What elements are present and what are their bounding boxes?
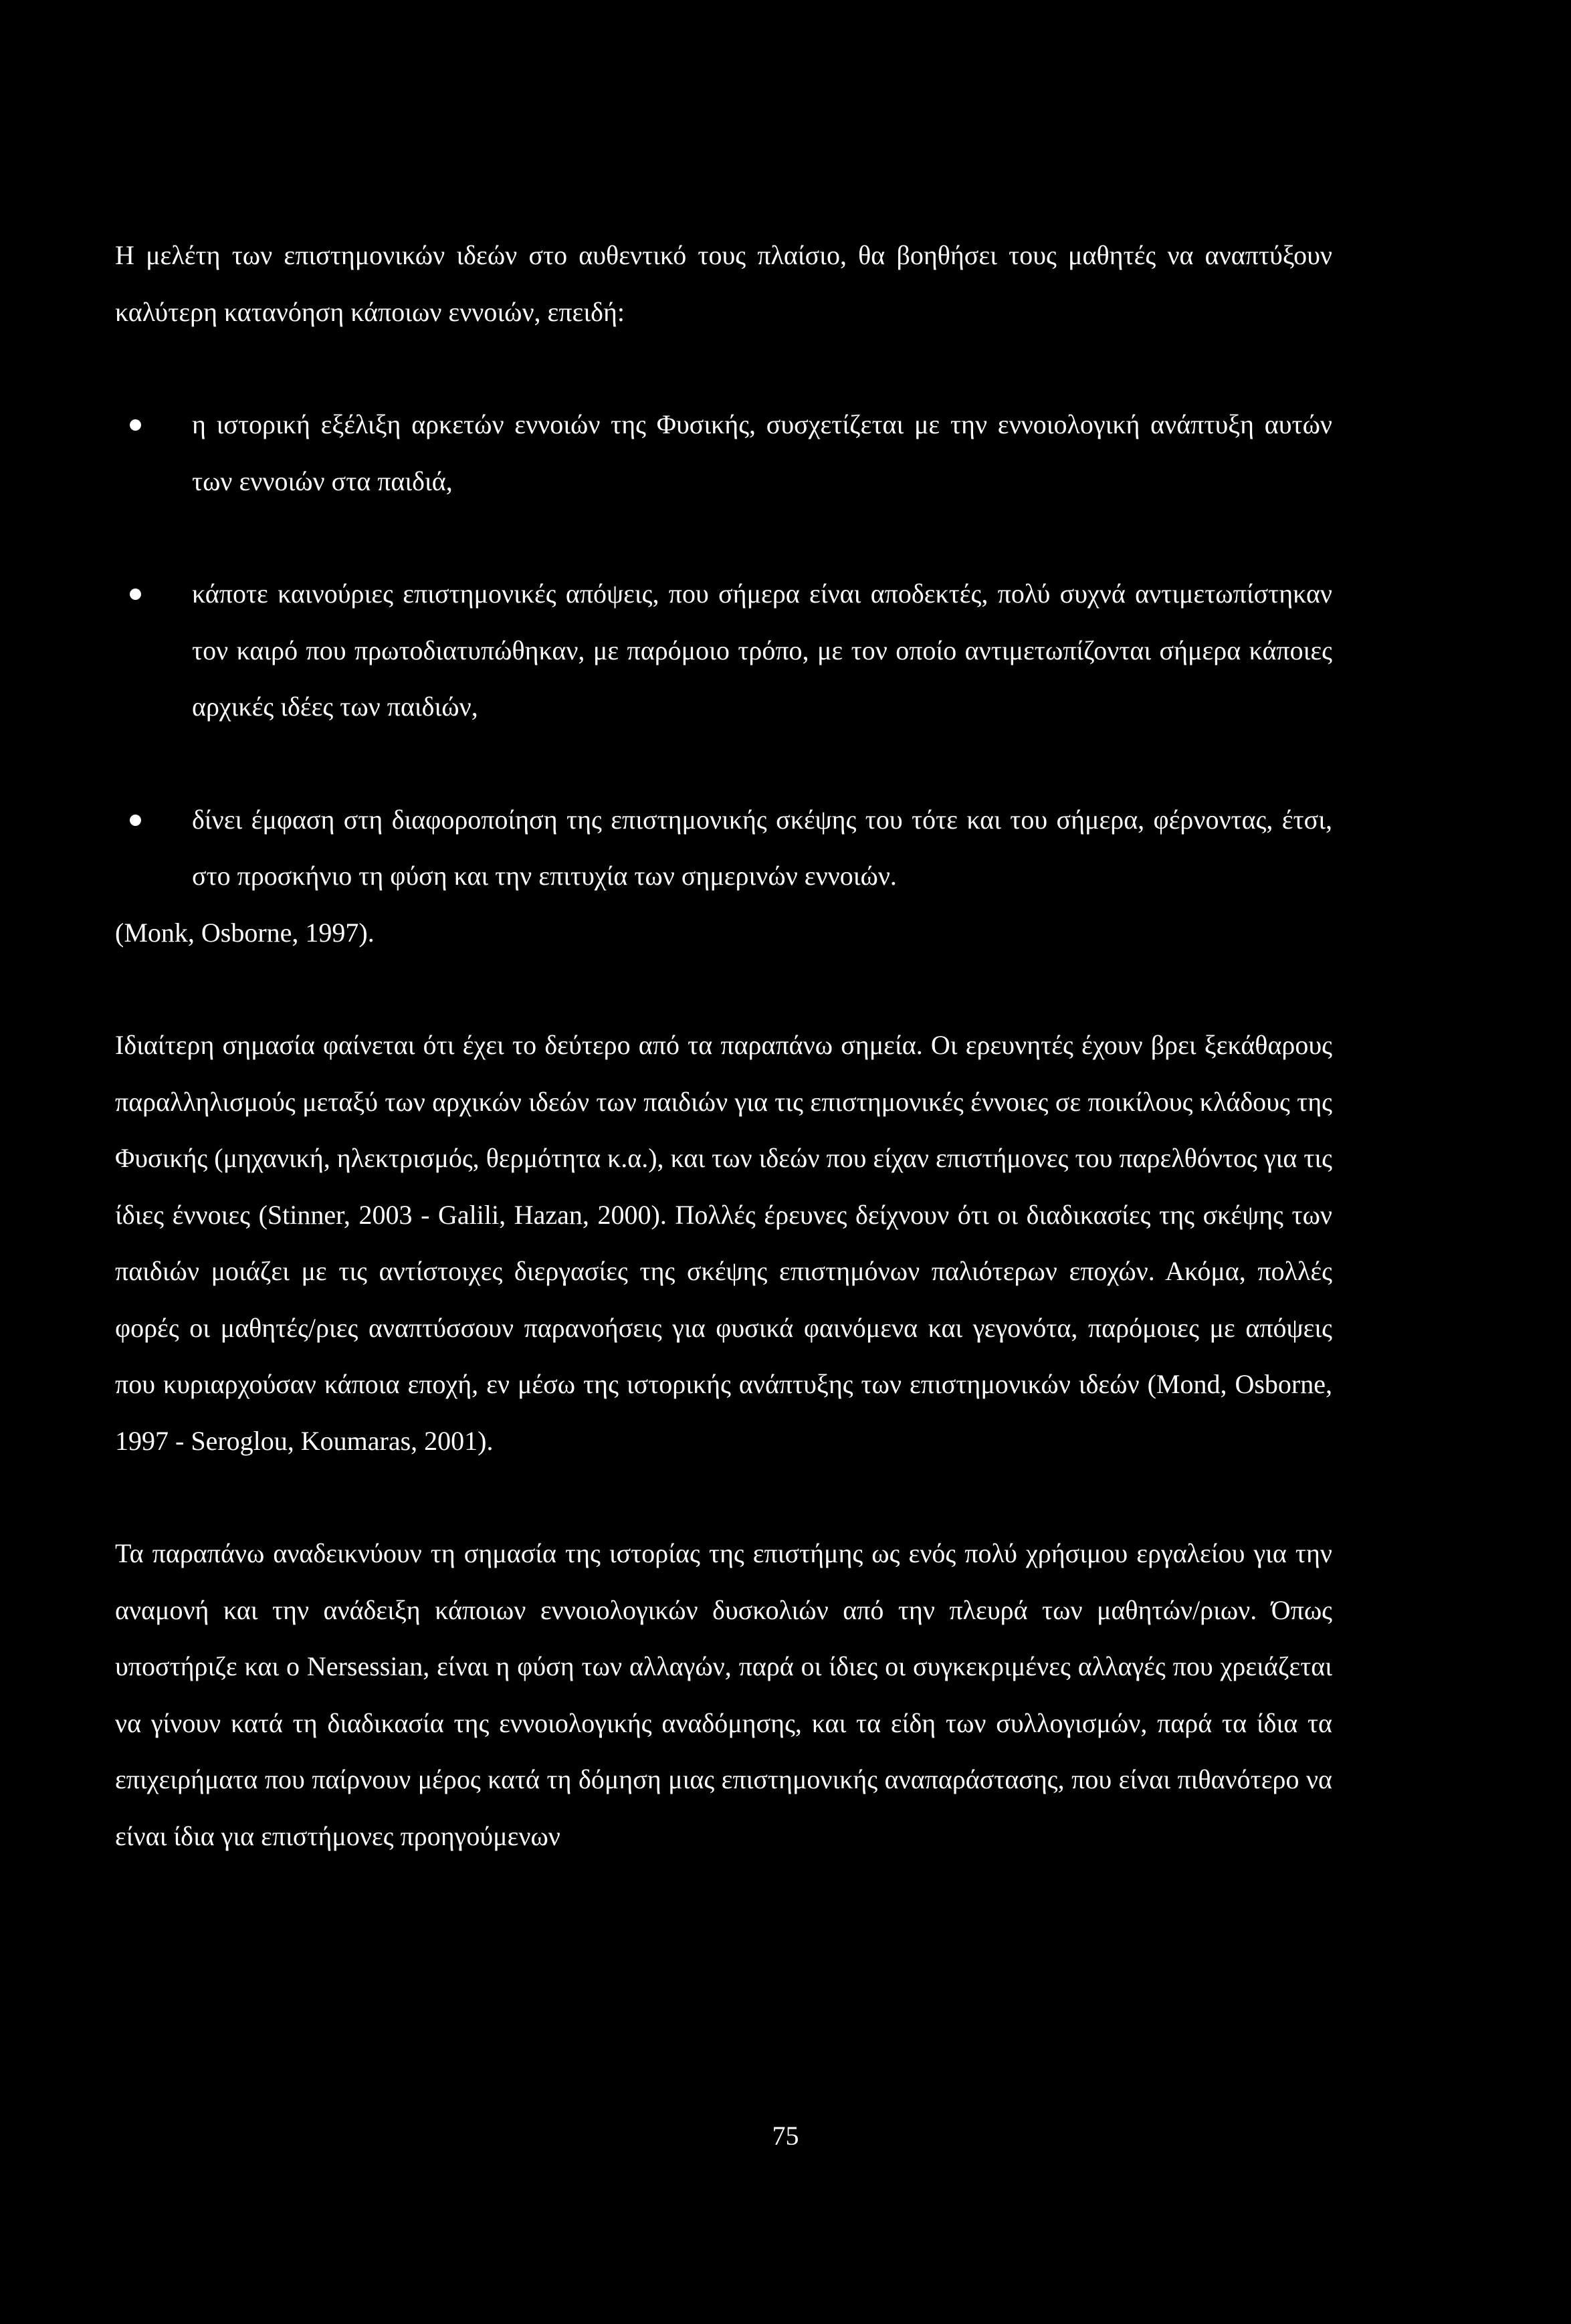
page-number: 75 [772, 2121, 799, 2151]
bullet-icon [130, 419, 141, 431]
bullet-icon [130, 589, 141, 600]
bullet-text: η ιστορική εξέλιξη αρκετών εννοιών της Φυσικής, συσχετίζεται με την εννοιολογική ανάπτυξη αυτών των εννοιών στα παιδιά, [192, 409, 1332, 496]
paragraph-2: Ιδιαίτερη σημασία φαίνεται ότι έχει το δεύτερο από τα παραπάνω σημεία. Οι ερευνητές έχουν βρει ξεκάθαρους παραλληλισμούς μεταξύ των αρχικών ιδεών των παιδιών για τις επιστημονικές έννοιες σε ποικίλους κλάδους της Φυσικής (μηχανική, ηλεκτρισμός, θερμότητα κ.α.), και των ιδεών που είχαν επιστήμονες του παρελθόντος για τις ίδιες έννοιες (Stinner, 2003 - Galili, Hazan, 2000). Πολλές έρευνες δείχνουν ότι οι διαδικασίες της σκέψης των παιδιών μοιάζει με τις αντίστοιχες διεργασίες της σκέψης επιστημόνων παλιότερων εποχών. Ακόμα, πολλές φορές οι μαθητές/ριες αναπτύσσουν παρανοήσεις για φυσικά φαινόμενα και γεγονότα, παρόμοιες με απόψεις που κυριαρχούσαν κάποια εποχή, εν μέσω της ιστορικής ανάπτυξης των επιστημονικών ιδεών (Mond, Osborne, 1997 - Seroglou, Koumaras, 2001). [115, 1030, 1332, 1456]
paragraph-3: Τα παραπάνω αναδεικνύουν τη σημασία της ιστορίας της επιστήμης ως ενός πολύ χρήσιμου εργαλείου για την αναμονή και την ανάδειξη κάποιων εννοιολογικών δυσκολιών από την πλευρά των μαθητών/ριων. Όπως υποστήριζε και ο Nersessian, είναι η φύση των αλλαγών, παρά οι ίδιες οι συγκεκριμένες αλλαγές που χρειάζεται να γίνουν κατά τη διαδικασία της εννοιολογικής αναδόμησης, και τα είδη των συλλογισμών, παρά τα ίδια τα επιχειρήματα που παίρνουν μέρος κατά τη δόμηση μιας επιστημονικής αναπαράστασης, που είναι πιθανότερο να είναι ίδια για επιστήμονες προηγούμενων [115, 1538, 1332, 1851]
bullet-item-1 [115, 397, 1332, 510]
bullet-icon [130, 815, 141, 826]
bullet-item-2 [115, 566, 1332, 736]
document-page [115, 227, 1332, 1865]
bullet-text: δίνει έμφαση στη διαφοροποίηση της επιστημονικής σκέψης του τότε και του σήμερα, φέρνοντας, έτσι, στο προσκήνιο τη φύση και την επιτυχία των σημερινών εννοιών. [192, 804, 1332, 891]
bullet-item-3 [115, 792, 1332, 905]
bullet-list [115, 397, 1332, 905]
intro-paragraph: Η μελέτη των επιστημονικών ιδεών στο αυθεντικό τους πλαίσιο, θα βοηθήσει τους μαθητές να αναπτύξουν καλύτερη κατανόηση κάποιων εννοιών, επειδή: [115, 240, 1332, 327]
bullet-text: κάποτε καινούριες επιστημονικές απόψεις, που σήμερα είναι αποδεκτές, πολύ συχνά αντιμετωπίστηκαν τον καιρό που πρωτοδιατυπώθηκαν, με παρόμοιο τρόπο, με τον οποίο αντιμετωπίζονται σήμερα κάποιες αρχικές ιδέες των παιδιών, [192, 578, 1332, 722]
citation: (Monk, Osborne, 1997). [115, 917, 375, 948]
